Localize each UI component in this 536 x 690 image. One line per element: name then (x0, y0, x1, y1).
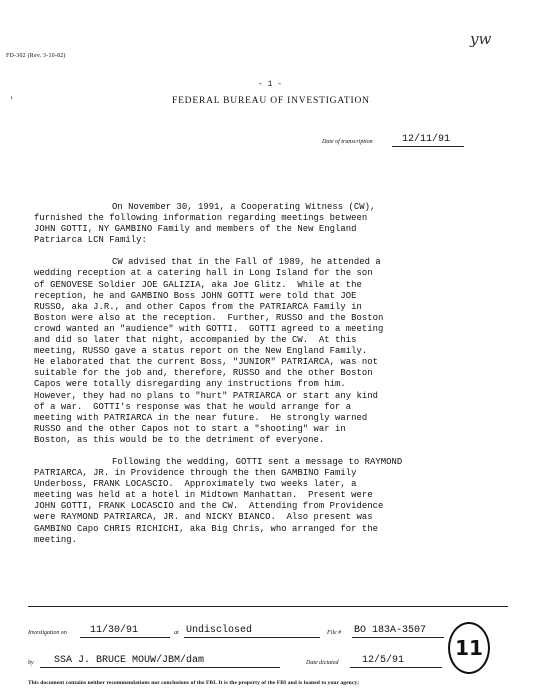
investigation-date: 11/30/91 (90, 625, 139, 636)
circled-page-number-text: 11 (455, 636, 483, 660)
disclaimer: This document contains neither recommendations nor conclusions of the FBI. It is the property of the FBI and is loaned to your agency; (28, 680, 360, 686)
circled-page-number (448, 622, 490, 674)
report-line: Underboss, FRANK LOCASCIO. Approximately two weeks later, a (34, 479, 357, 490)
investigation-on-label: Investigation on (28, 630, 67, 636)
report-line: RUSSO, aka J.R., and other Capos from the PATRIARCA Family in (34, 301, 362, 312)
at-label: at (174, 630, 179, 636)
report-line: RUSSO and the other Capos not to start a "shooting" war in (34, 423, 346, 434)
by-label: by (28, 660, 34, 666)
location: Undisclosed (186, 625, 253, 636)
report-line: However, they had no plans to "hurt" PATRIARCA or start any kind (34, 390, 379, 401)
report-line: JOHN GOTTI, NY GAMBINO Family and members of the New England (34, 224, 357, 235)
report-line: On November 30, 1991, a Cooperating Witness (CW), (112, 202, 376, 212)
report-line: Patriarca LCN Family: (34, 235, 147, 246)
report-line: meeting with PATRIARCA in the near future. He strongly warned (34, 412, 368, 423)
report-paragraph (34, 257, 504, 446)
location-underline (184, 637, 320, 638)
report-line: Boston were also at the reception. Further, RUSSO and the Boston (34, 312, 384, 323)
report-line: GAMBINO Capo CHRIS RICHICHI, aka Big Chris, who arranged for the (34, 523, 379, 534)
report-line: He elaborated that the current Boss, "JUNIOR" PATRIARCA, was not (34, 357, 379, 368)
report-line: reception, he and GAMBINO Boss JOHN GOTTI were told that JOE (34, 290, 357, 301)
report-line: PATRIARCA, JR. in Providence through the then GAMBINO Family (34, 468, 357, 479)
date-dictated-underline (350, 667, 442, 668)
report-line: Following the wedding, GOTTI sent a message to RAYMOND (112, 456, 403, 467)
date-of-transcription: 12/11/91 (402, 134, 451, 145)
report-paragraph (34, 202, 504, 246)
date-dictated-label: Date dictated (306, 660, 339, 666)
form-number: FD-302 (Rev. 3-10-82) (6, 53, 66, 59)
report-line: and did so later that night, accompanied by the CW. At this (34, 335, 357, 346)
report-line: were RAYMOND PATRIARCA, JR. and NICKY BIANCO. Also present was (34, 512, 373, 523)
report-line: JOHN GOTTI, FRANK LOCASCIO and the CW. Attending from Providence (34, 501, 384, 512)
file-number-underline (352, 637, 444, 638)
date-dictated: 12/5/91 (362, 655, 405, 666)
report-line: wedding reception at a catering hall in Long Island for the son (34, 268, 373, 279)
report-line: furnished the following information regarding meetings between (34, 213, 368, 224)
report-line: of GENOVESE Soldier JOE GALIZIA, aka Joe Glitz. While at the (34, 279, 362, 290)
report-line: crowd wanted an "audience" with GOTTI. GOTTI agreed to a meeting (34, 323, 384, 334)
report-line: meeting was held at a hotel in Midtown Manhattan. Present were (34, 490, 373, 501)
report-line: of a war. GOTTI's response was that he would arrange for a (34, 401, 352, 412)
report-line: meeting, RUSSO gave a status report on the New England Family. (34, 346, 368, 357)
report-line: CW advised that in the Fall of 1989, he attended a (112, 257, 381, 268)
page-number: - 1 - (258, 80, 283, 89)
investigation-date-underline (80, 637, 170, 638)
file-number: BO 183A-3507 (354, 625, 427, 636)
report-line: meeting. (34, 534, 78, 545)
report-body (34, 202, 504, 557)
margin-mark-icon: ˈ (10, 96, 13, 107)
date-underline (392, 146, 464, 147)
file-number-label: File # (327, 630, 342, 636)
agent-underline (40, 667, 280, 668)
footer-rule (28, 606, 508, 607)
handwritten-initials: yw (470, 30, 492, 48)
report-line: Boston, as this would be to the detriment of everyone. (34, 434, 325, 445)
report-line: Capos were totally disregarding any instructions from him. (34, 379, 346, 390)
date-of-transcription-label: Date of transcription (322, 139, 373, 145)
report-paragraph (34, 457, 504, 546)
report-line: suitable for the job and, therefore, RUSSO and the other Boston (34, 368, 373, 379)
agent-name: SSA J. BRUCE MOUW/JBM/dam (54, 655, 205, 666)
agency-title: FEDERAL BUREAU OF INVESTIGATION (172, 96, 370, 106)
